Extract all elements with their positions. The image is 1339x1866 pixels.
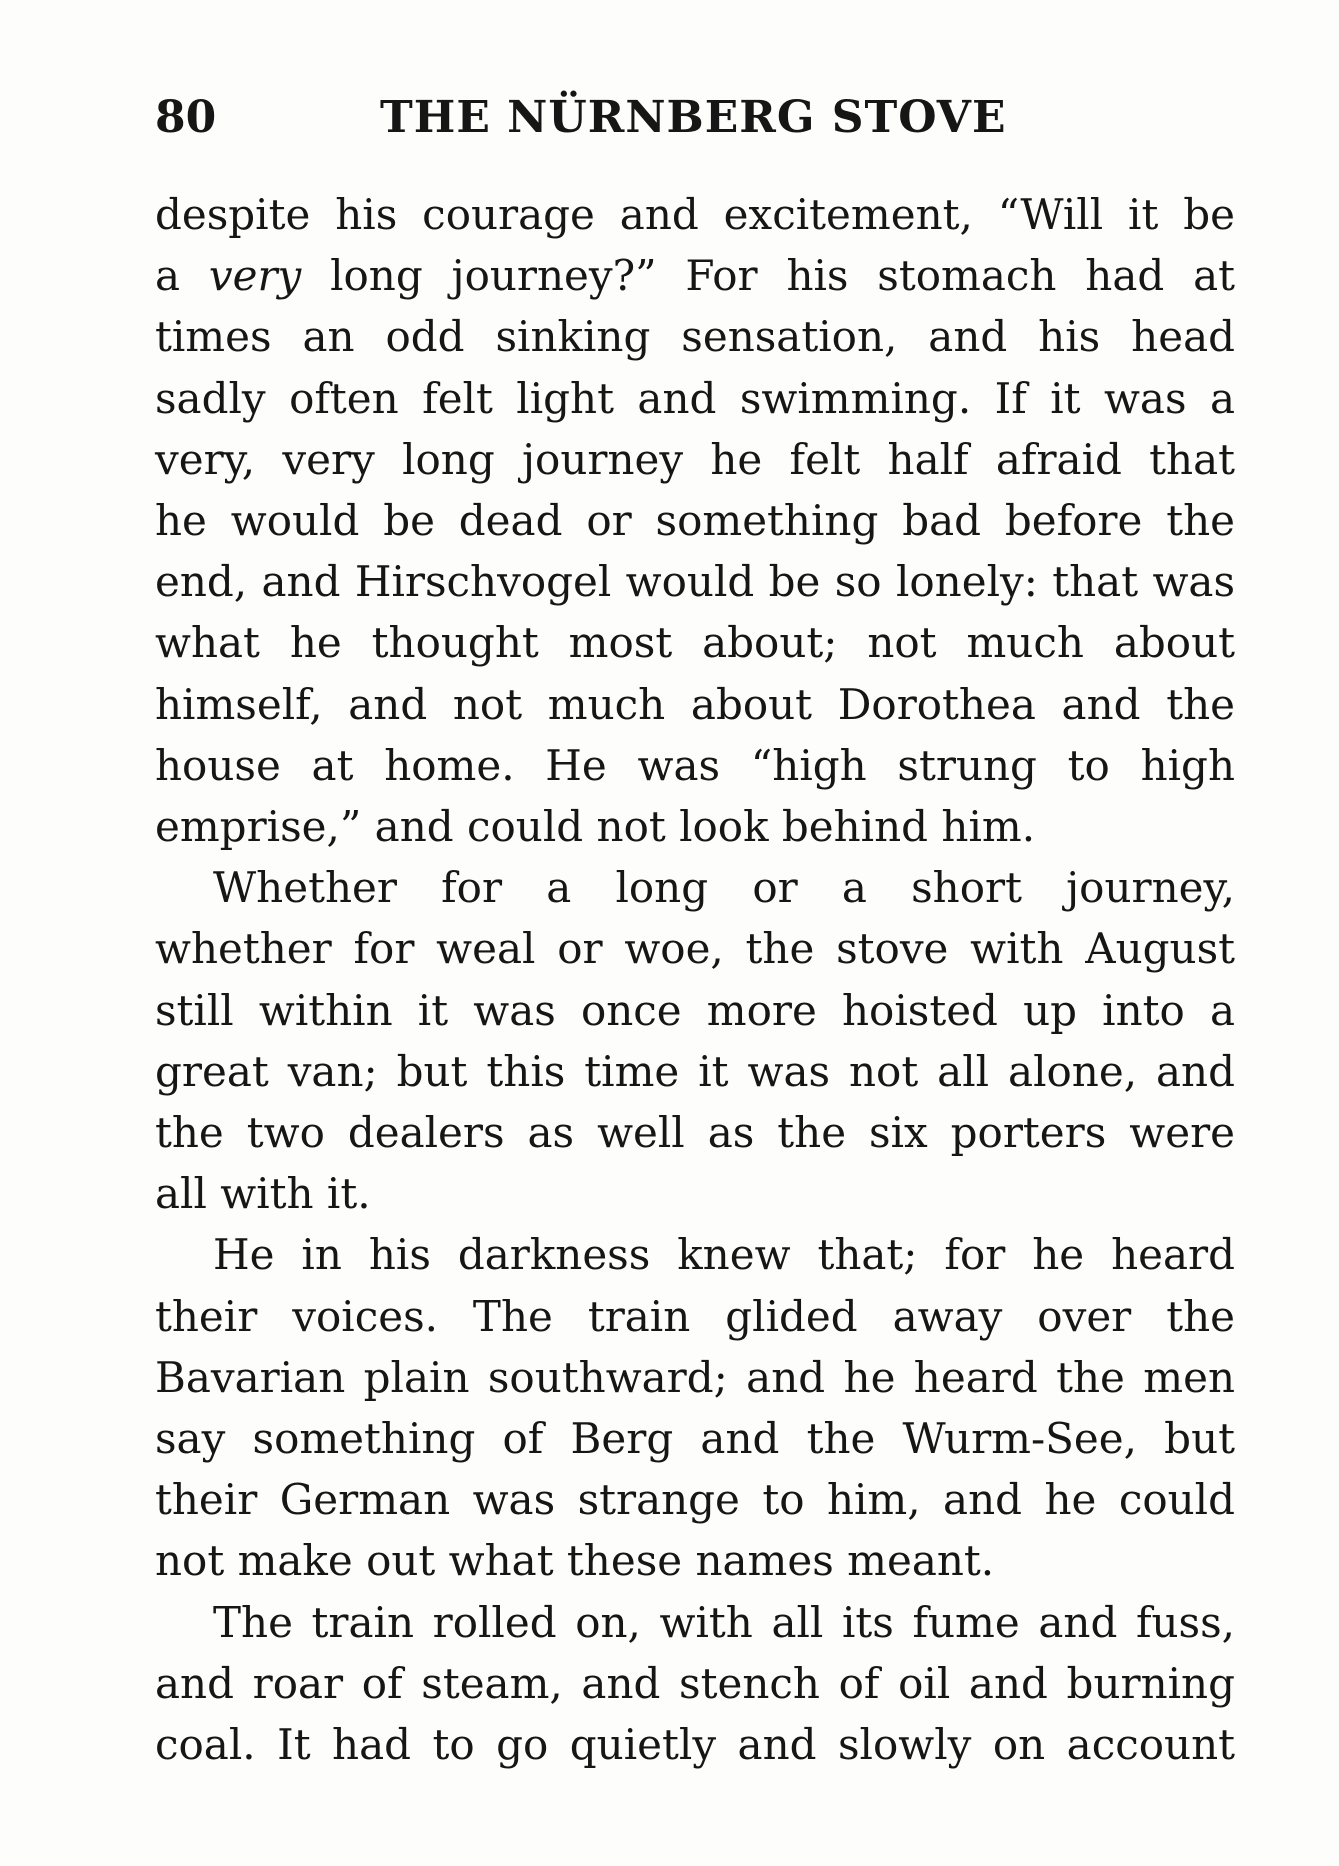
paragraph-3	[155, 1224, 1235, 1591]
paragraph-4	[155, 1592, 1235, 1776]
text-line: He in his darkness knew that; for he heard	[213, 1230, 1235, 1280]
emphasized-word: very	[208, 251, 302, 301]
text-line: Bavarian plain southward; and he heard the men	[155, 1352, 1235, 1402]
text-line: whether for weal or woe, the stove with August	[155, 924, 1235, 974]
page-number: 80	[155, 92, 217, 143]
text-line: emprise,” and could not look behind him.	[155, 802, 1036, 852]
text-line: himself, and not much about Dorothea and the	[155, 679, 1235, 729]
body-text	[155, 184, 1235, 1775]
text-line: sadly often felt light and swimming. If it was a	[155, 373, 1235, 423]
text-line: despite his courage and excitement, “Will it be	[155, 190, 1235, 239]
text-line: say something of Berg and the Wurm-See, but	[155, 1414, 1235, 1464]
text-line: Whether for a long or a short journey,	[213, 863, 1235, 913]
text-fragment: a	[155, 251, 209, 301]
text-line: and roar of steam, and stench of oil and burning	[155, 1658, 1235, 1708]
text-line: their German was strange to him, and he could	[155, 1475, 1235, 1525]
paragraph-1	[155, 184, 1235, 857]
text-fragment: long journey?” For his stomach had at	[301, 251, 1235, 301]
text-line	[155, 245, 1235, 306]
text-line: the two dealers as well as the six porters were	[155, 1108, 1235, 1158]
page-header	[155, 88, 1235, 148]
text-line: end, and Hirschvogel would be so lonely: that was	[155, 557, 1235, 607]
text-line: The train rolled on, with all its fume and fuss,	[213, 1597, 1235, 1647]
text-line: great van; but this time it was not all alone, and	[155, 1046, 1235, 1096]
paragraph-2	[155, 857, 1235, 1224]
text-line: times an odd sinking sensation, and his head	[155, 312, 1235, 362]
text-line: their voices. The train glided away over the	[155, 1291, 1235, 1341]
text-line: house at home. He was “high strung to high	[155, 740, 1235, 790]
text-line: all with it.	[155, 1169, 371, 1219]
text-line: coal. It had to go quietly and slowly on account	[155, 1720, 1235, 1770]
running-title: THE NÜRNBERG STOVE	[380, 92, 1007, 143]
text-line: still within it was once more hoisted up into a	[155, 985, 1235, 1035]
text-line: not make out what these names meant.	[155, 1536, 995, 1586]
text-line: he would be dead or something bad before the	[155, 496, 1235, 546]
text-line: very, very long journey he felt half afraid that	[155, 434, 1235, 484]
text-line: what he thought most about; not much about	[155, 618, 1235, 668]
